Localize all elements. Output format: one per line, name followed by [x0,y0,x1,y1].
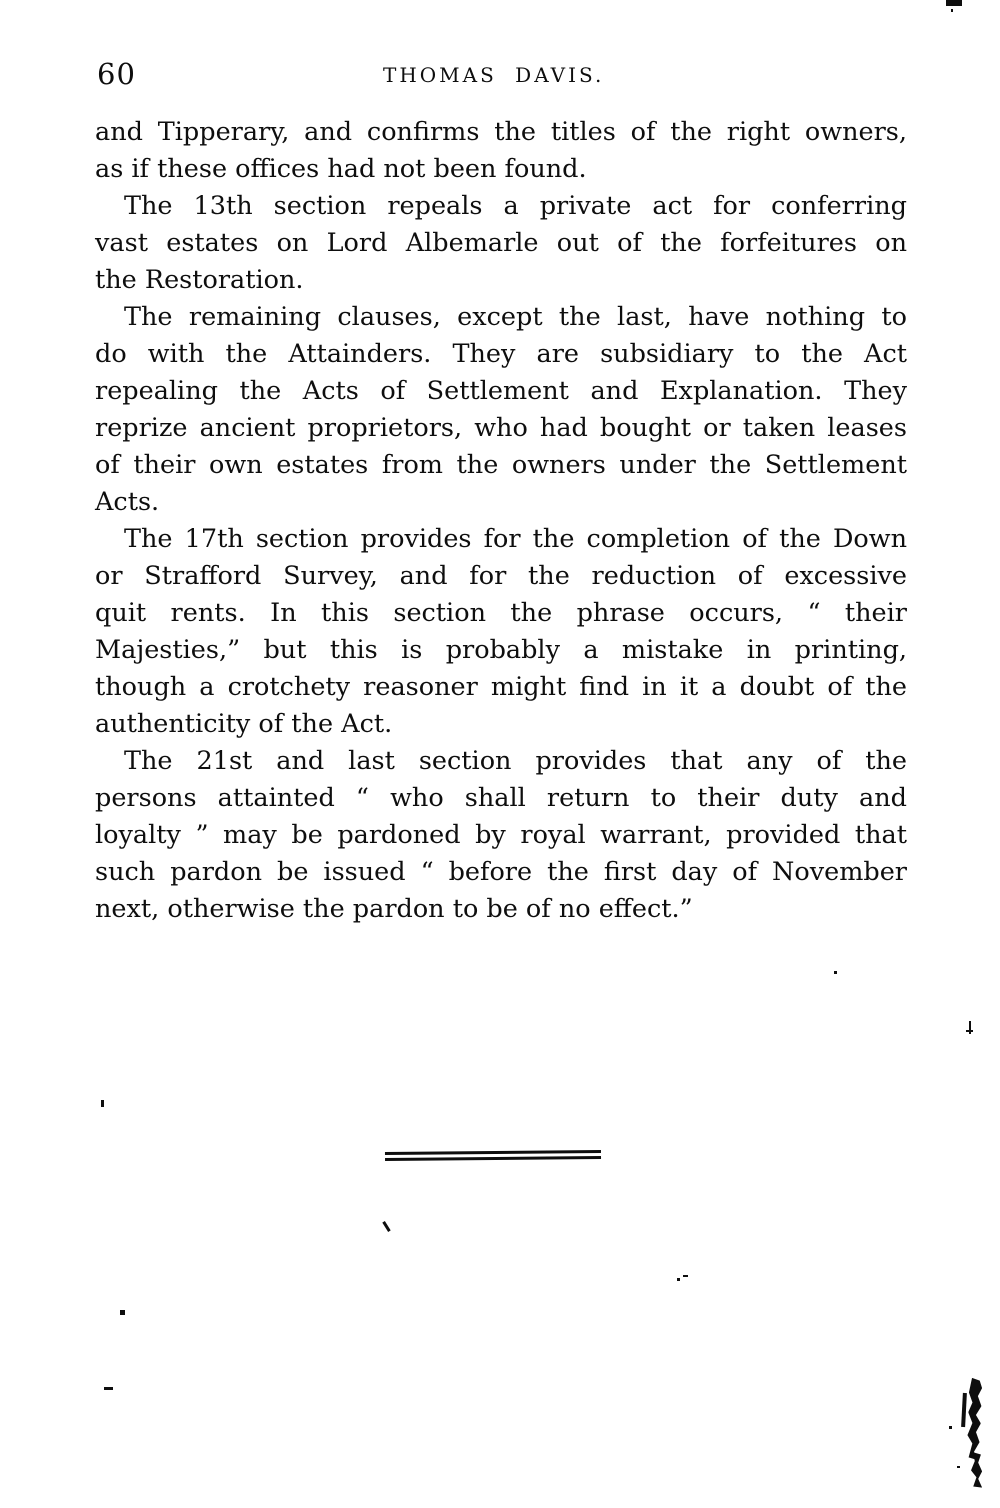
text-line: loyalty ” may be pardoned by royal warrant, provided that [95,820,907,850]
text-line: do with the Attainders. They are subsidiary to the Act [95,339,907,369]
text-line: such pardon be issued “ before the first day of November [95,857,907,887]
text-line: The 13th section repeals a private act for conferring [124,191,907,221]
paragraph [95,743,907,928]
text-line: Acts. [95,487,160,517]
text-line: as if these offices had not been found. [95,154,587,184]
binding-smudge [961,1393,967,1427]
text-line: authenticity of the Act. [95,709,393,739]
paragraph [95,188,907,299]
text-line: of their own estates from the owners under the Settlement [95,450,907,480]
text-line: persons attainted “ who shall return to their duty and [95,783,907,813]
text-line: and Tipperary, and confirms the titles of the right owners, [95,117,907,147]
binding-smudge [957,1466,960,1468]
text-line: The 17th section provides for the completion of the Down [124,524,907,554]
text-line: next, otherwise the pardon to be of no effect.” [95,894,693,924]
scan-speck [677,1278,680,1281]
scan-speck [969,1021,971,1034]
running-header-title: THOMAS DAVIS. [383,63,605,87]
body-text [95,114,907,928]
scan-speck [104,1387,113,1390]
paragraph [95,299,907,521]
text-line: though a crotchety reasoner might find in it a doubt of the [95,672,907,702]
scan-speck [946,0,962,6]
scan-speck [966,1030,973,1032]
text-line: the Restoration. [95,265,304,295]
scan-speck [951,9,953,12]
double-rule-divider [385,1150,601,1161]
paragraph [95,114,907,188]
scan-speck [101,1100,104,1107]
text-line: quit rents. In this section the phrase occurs, “ their [95,598,907,628]
binding-smudge [967,1378,983,1460]
text-line: reprize ancient proprietors, who had bought or taken leases [95,413,907,443]
text-line: The remaining clauses, except the last, have nothing to [124,302,907,332]
paragraph [95,521,907,743]
text-line: or Strafford Survey, and for the reduction of excessive [95,561,907,591]
text-line: Majesties,” but this is probably a mistake in printing, [95,635,907,665]
text-line: The 21st and last section provides that any of the [124,746,907,776]
scan-speck [120,1310,125,1315]
text-line: vast estates on Lord Albemarle out of the forfeitures on [95,228,907,258]
scan-speck [382,1221,390,1232]
scan-speck [683,1275,688,1277]
scan-speck [834,971,837,974]
page-number: 60 [97,57,136,91]
text-line: repealing the Acts of Settlement and Explanation. They [95,376,907,406]
binding-smudge [949,1426,952,1429]
